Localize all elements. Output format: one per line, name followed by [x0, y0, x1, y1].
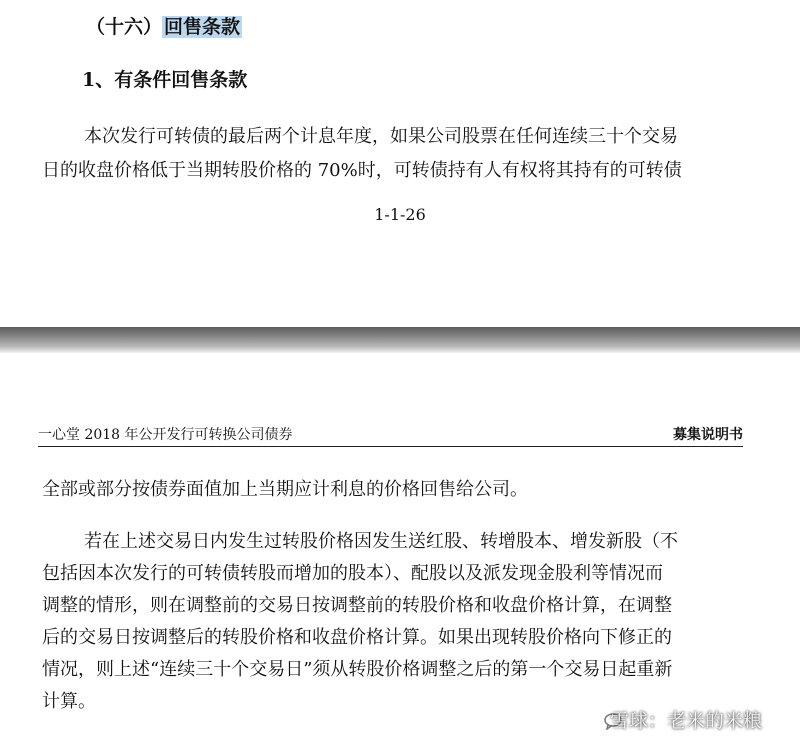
- running-header-left: 一心堂 2018 年公开发行可转换公司债券: [38, 427, 293, 443]
- page-break-separator: [0, 327, 800, 353]
- watermark: 雪球：老米的米粮: [609, 710, 762, 732]
- subsection-title: 1、有条件回售条款: [82, 69, 248, 91]
- highlighted-title[interactable]: 回售条款: [164, 16, 241, 38]
- running-header-right: 募集说明书: [673, 427, 743, 443]
- paragraph-line: 情况，则上述“连续三十个交易日”须从转股价格调整之后的第一个交易日起重新: [42, 659, 673, 680]
- header-rule: [38, 446, 743, 447]
- section-title: [86, 13, 242, 41]
- paragraph-line: 计算。: [42, 691, 96, 712]
- paragraph-line: 本次发行可转债的最后两个计息年度，如果公司股票在任何连续三十个交易: [84, 126, 678, 147]
- paragraph-line: 若在上述交易日内发生过转股价格因发生送红股、转增股本、增发新股（不: [84, 531, 678, 552]
- paragraph-line: 调整的情形，则在调整前的交易日按调整前的转股价格和收盘价格计算，在调整: [42, 595, 672, 616]
- section-prefix: （十六）: [86, 16, 163, 38]
- page-body: [42, 474, 754, 718]
- paragraph-line: 日的收盘价格低于当期转股价格的 70%时，可转债持有人有权将其持有的可转债: [42, 160, 682, 181]
- paragraph-line: 包括因本次发行的可转债转股而增加的股本）、配股以及派发现金股利等情况而: [42, 563, 663, 584]
- paragraph-line: 后的交易日按调整后的转股价格和收盘价格计算。如果出现转股价格向下修正的: [42, 627, 672, 648]
- paragraph-1: [42, 120, 754, 188]
- page-number: 1-1-26: [374, 205, 426, 224]
- paragraph-2: 全部或部分按债券面值加上当期应计利息的价格回售给公司。: [42, 479, 528, 500]
